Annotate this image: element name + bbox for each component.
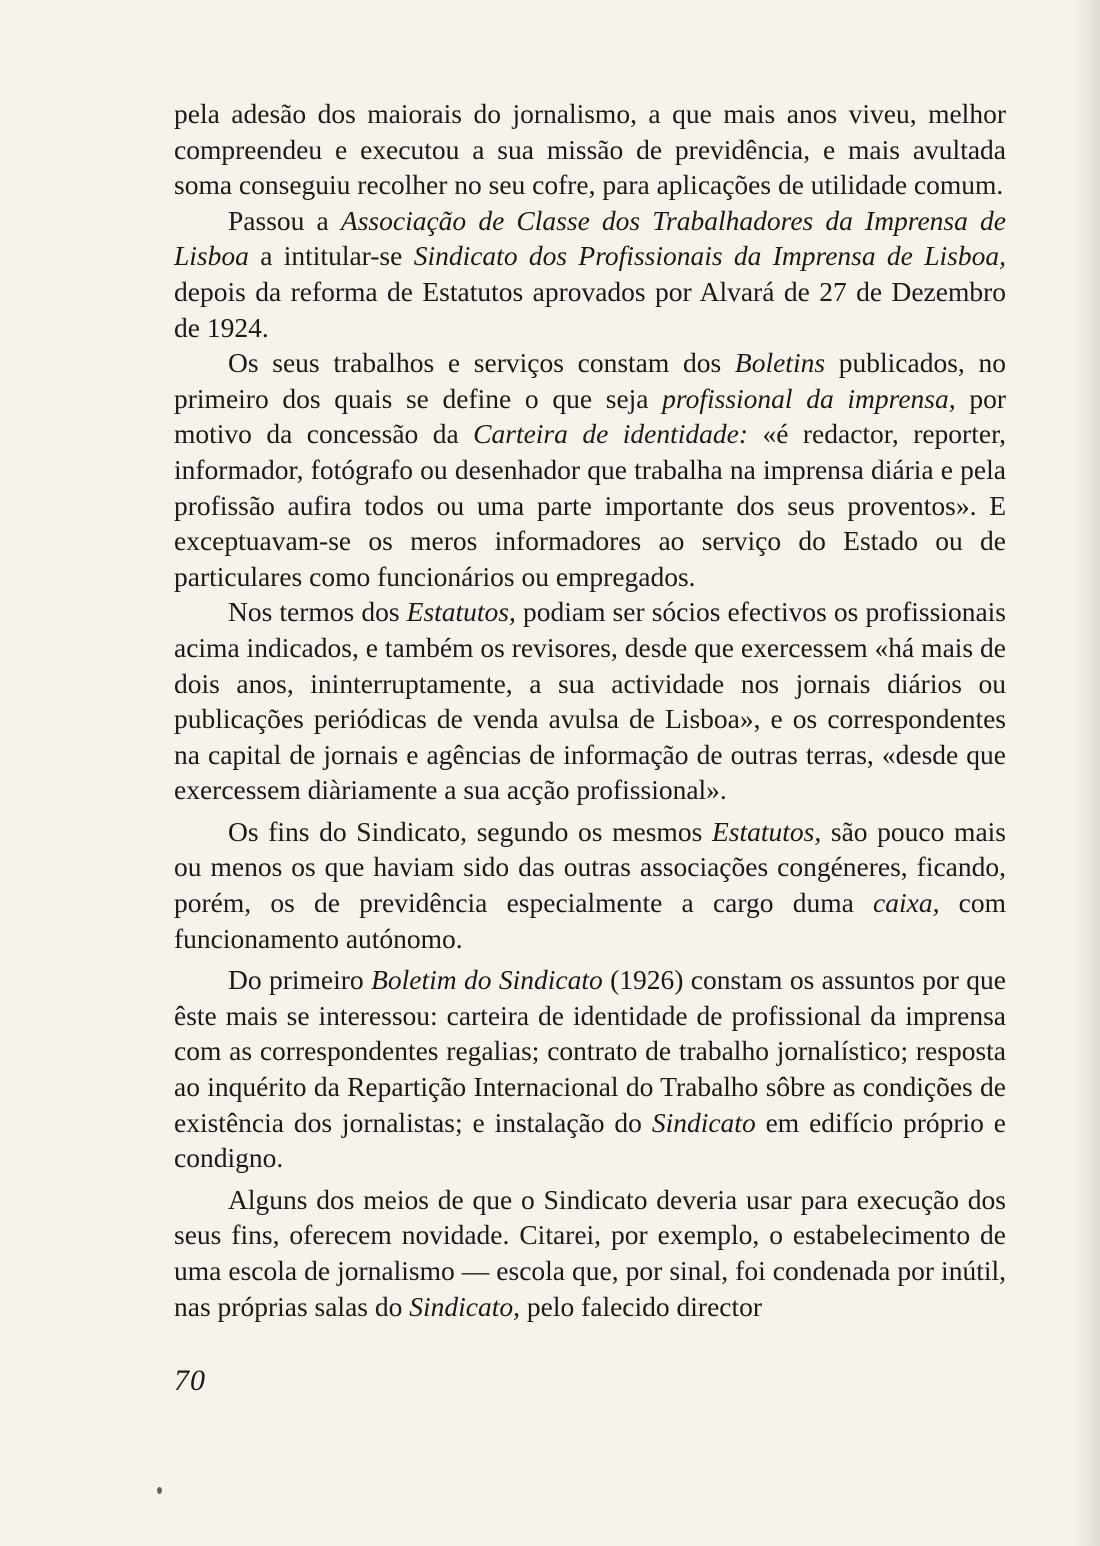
italic-term: caixa, [873,887,940,919]
text-segment: Alguns dos meios de que o Sindicato deveria usar para execução dos seus fins, oferecem novidade. Citarei, por exemplo, o estabelecimento de uma escola de jornalismo — escola que, por sinal, foi condenada por inútil, nas próprias salas do [174,1183,1006,1322]
italic-term: Sindicato [651,1106,756,1138]
italic-title: Sindicato dos Profissionais da Imprensa de Lisboa, [413,240,1006,272]
text-segment: pela adesão dos maiorais do jornalismo, a que mais anos viveu, melhor compreendeu e executou a sua missão de previdência, e mais avultada soma conseguiu recolher no seu cofre, para aplicações de utilidade comum. [174,98,1006,201]
paragraph-2 [174,203,1006,345]
italic-term: Estatutos, [711,815,822,847]
italic-title: Boletim do Sindicato [371,964,603,996]
text-segment: a intitular-se [248,240,414,272]
text-segment: Do primeiro [228,964,372,996]
italic-term: Carteira de identidade: [473,418,749,450]
body-text [174,96,1006,1324]
paragraph-6 [174,962,1006,1176]
page-number: 70 [174,1364,206,1397]
text-segment: com funcionamento autónomo. [174,887,1006,954]
text-segment: Os seus trabalhos e serviços constam dos [228,347,735,379]
text-segment: Os fins do Sindicato, segundo os mesmos [228,815,712,847]
page-edge-shadow [1074,0,1100,1546]
italic-term: Boletins [734,347,826,379]
text-segment: depois da reforma de Estatutos aprovados por Alvará de 27 de Dezembro de 1924. [174,275,1006,343]
text-segment: podiam ser sócios efectivos os profissionais acima indicados, e também os revisores, desde que exercessem «há mais de dois anos, ininterruptamente, a sua actividade nos jornais diários ou publicações periódicas de venda avulsa de Lisboa», e os correspondentes na capital de jornais e agências de informação de outras terras, «desde que exercessem diàriamente a sua acção profissional». [174,596,1006,806]
paragraph-5 [174,814,1006,956]
italic-term: Estatutos, [406,596,516,628]
italic-term: Sindicato, [409,1290,520,1322]
text-segment: «é redactor, reporter, informador, fotógrafo ou desenhador que trabalha na imprensa diária e pela profissão aufira todos ou uma parte importante dos seus proventos». E exceptuavam-se os meros informadores ao serviço do Estado ou de particulares como funcionários ou empregados. [174,418,1006,592]
text-segment: Passou a [228,204,341,236]
paragraph-7 [174,1182,1006,1324]
paper-speck [157,1487,162,1494]
text-segment: publicados, no primeiro dos quais se define o que seja [174,347,1006,414]
italic-title: Associação de Classe dos Trabalhadores da Imprensa de Lisboa [174,204,1006,272]
text-segment: Nos termos dos [228,596,407,628]
text-segment: são pouco mais ou menos os que haviam sido das outras associações congéneres, ficando, porém, os de previdência especialmente a cargo duma [174,815,1006,919]
text-segment: pelo falecido director [520,1290,763,1322]
paragraph-3 [174,345,1006,594]
paragraph-4 [174,594,1006,808]
paragraph-1 [174,96,1006,203]
italic-term: profissional da imprensa, [662,382,956,414]
text-segment: por motivo da concessão da [174,382,1006,450]
text-segment: em edifício próprio e condigno. [174,1106,1007,1174]
text-segment: (1926) constam os assuntos por que êste mais se interessou: carteira de identidade de profissional da imprensa com as correspondentes regalias; contrato de trabalho jornalístico; resposta ao inquérito da Repartição Internacional do Trabalho sôbre as condições de existência dos jornalistas; e instalação do [174,964,1006,1138]
